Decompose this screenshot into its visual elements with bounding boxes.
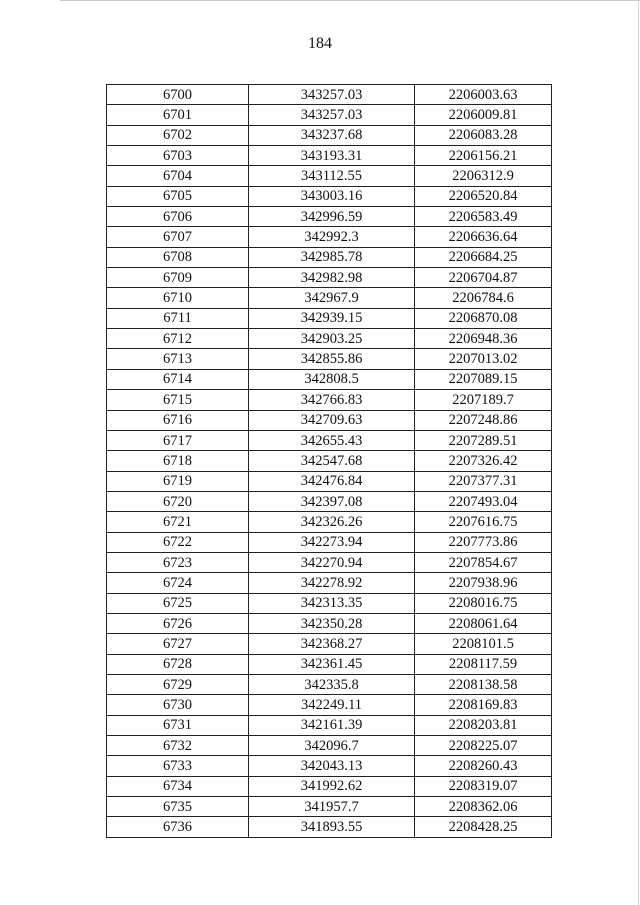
table-row (107, 166, 552, 186)
table-row (107, 207, 552, 227)
table-row (107, 410, 552, 430)
x-coordinate-cell: 342982.98 (249, 268, 415, 288)
x-coordinate-cell: 342939.15 (249, 308, 415, 328)
y-coordinate-cell: 2206948.36 (415, 329, 552, 349)
point-number-cell: 6723 (107, 552, 249, 572)
y-coordinate-cell: 2206156.21 (415, 146, 552, 166)
x-coordinate-cell: 342397.08 (249, 491, 415, 511)
x-coordinate-cell: 343237.68 (249, 125, 415, 145)
page-number: 184 (308, 35, 332, 52)
point-number-cell: 6702 (107, 125, 249, 145)
y-coordinate-cell: 2208138.58 (415, 674, 552, 694)
point-number-cell: 6708 (107, 247, 249, 267)
table-row (107, 85, 552, 105)
y-coordinate-cell: 2206704.87 (415, 268, 552, 288)
table-row (107, 125, 552, 145)
x-coordinate-cell: 342903.25 (249, 329, 415, 349)
point-number-cell: 6710 (107, 288, 249, 308)
point-number-cell: 6706 (107, 207, 249, 227)
table-row (107, 532, 552, 552)
point-number-cell: 6717 (107, 430, 249, 450)
x-coordinate-cell: 342326.26 (249, 512, 415, 532)
table-row (107, 369, 552, 389)
point-number-cell: 6731 (107, 715, 249, 735)
y-coordinate-cell: 2207013.02 (415, 349, 552, 369)
point-number-cell: 6719 (107, 471, 249, 491)
y-coordinate-cell: 2208260.43 (415, 756, 552, 776)
y-coordinate-cell: 2208319.07 (415, 776, 552, 796)
x-coordinate-cell: 343257.03 (249, 105, 415, 125)
x-coordinate-cell: 342855.86 (249, 349, 415, 369)
x-coordinate-cell: 342270.94 (249, 552, 415, 572)
point-number-cell: 6727 (107, 634, 249, 654)
point-number-cell: 6736 (107, 817, 249, 837)
x-coordinate-cell: 342368.27 (249, 634, 415, 654)
table-row (107, 227, 552, 247)
scan-edge-top (60, 0, 640, 1)
y-coordinate-cell: 2206312.9 (415, 166, 552, 186)
y-coordinate-cell: 2208101.5 (415, 634, 552, 654)
x-coordinate-cell: 342655.43 (249, 430, 415, 450)
table-row (107, 329, 552, 349)
x-coordinate-cell: 342766.83 (249, 390, 415, 410)
point-number-cell: 6713 (107, 349, 249, 369)
x-coordinate-cell: 342249.11 (249, 695, 415, 715)
x-coordinate-cell: 342273.94 (249, 532, 415, 552)
x-coordinate-cell: 342996.59 (249, 207, 415, 227)
point-number-cell: 6704 (107, 166, 249, 186)
y-coordinate-cell: 2206684.25 (415, 247, 552, 267)
point-number-cell: 6709 (107, 268, 249, 288)
point-number-cell: 6721 (107, 512, 249, 532)
y-coordinate-cell: 2208169.83 (415, 695, 552, 715)
y-coordinate-cell: 2207493.04 (415, 491, 552, 511)
table-row (107, 451, 552, 471)
point-number-cell: 6714 (107, 369, 249, 389)
x-coordinate-cell: 342335.8 (249, 674, 415, 694)
y-coordinate-cell: 2206520.84 (415, 186, 552, 206)
table-row (107, 491, 552, 511)
table-row (107, 390, 552, 410)
x-coordinate-cell: 342709.63 (249, 410, 415, 430)
y-coordinate-cell: 2207326.42 (415, 451, 552, 471)
point-number-cell: 6716 (107, 410, 249, 430)
point-number-cell: 6711 (107, 308, 249, 328)
table-row (107, 756, 552, 776)
point-number-cell: 6734 (107, 776, 249, 796)
y-coordinate-cell: 2206003.63 (415, 85, 552, 105)
y-coordinate-cell: 2206083.28 (415, 125, 552, 145)
point-number-cell: 6730 (107, 695, 249, 715)
point-number-cell: 6701 (107, 105, 249, 125)
x-coordinate-cell: 342476.84 (249, 471, 415, 491)
table-row (107, 674, 552, 694)
table-row (107, 552, 552, 572)
x-coordinate-cell: 342547.68 (249, 451, 415, 471)
scan-edge-right (638, 0, 639, 905)
x-coordinate-cell: 343193.31 (249, 146, 415, 166)
y-coordinate-cell: 2206870.08 (415, 308, 552, 328)
table-row (107, 105, 552, 125)
table-row (107, 736, 552, 756)
table-row (107, 146, 552, 166)
y-coordinate-cell: 2207189.7 (415, 390, 552, 410)
x-coordinate-cell: 342992.3 (249, 227, 415, 247)
y-coordinate-cell: 2207248.86 (415, 410, 552, 430)
table-row (107, 186, 552, 206)
point-number-cell: 6703 (107, 146, 249, 166)
table-body (107, 85, 552, 838)
x-coordinate-cell: 341957.7 (249, 797, 415, 817)
y-coordinate-cell: 2208061.64 (415, 613, 552, 633)
y-coordinate-cell: 2207377.31 (415, 471, 552, 491)
x-coordinate-cell: 342985.78 (249, 247, 415, 267)
y-coordinate-cell: 2207938.96 (415, 573, 552, 593)
x-coordinate-cell: 343257.03 (249, 85, 415, 105)
y-coordinate-cell: 2208362.06 (415, 797, 552, 817)
x-coordinate-cell: 342043.13 (249, 756, 415, 776)
table-row (107, 268, 552, 288)
coordinates-table (106, 84, 552, 838)
x-coordinate-cell: 341893.55 (249, 817, 415, 837)
x-coordinate-cell: 342967.9 (249, 288, 415, 308)
y-coordinate-cell: 2207773.86 (415, 532, 552, 552)
y-coordinate-cell: 2208203.81 (415, 715, 552, 735)
y-coordinate-cell: 2207089.15 (415, 369, 552, 389)
y-coordinate-cell: 2207289.51 (415, 430, 552, 450)
point-number-cell: 6712 (107, 329, 249, 349)
x-coordinate-cell: 342808.5 (249, 369, 415, 389)
x-coordinate-cell: 342313.35 (249, 593, 415, 613)
y-coordinate-cell: 2206583.49 (415, 207, 552, 227)
table-row (107, 776, 552, 796)
x-coordinate-cell: 342361.45 (249, 654, 415, 674)
point-number-cell: 6722 (107, 532, 249, 552)
table-row (107, 593, 552, 613)
x-coordinate-cell: 342350.28 (249, 613, 415, 633)
y-coordinate-cell: 2206009.81 (415, 105, 552, 125)
y-coordinate-cell: 2208225.07 (415, 736, 552, 756)
x-coordinate-cell: 342161.39 (249, 715, 415, 735)
table-row (107, 512, 552, 532)
table-row (107, 654, 552, 674)
table-row (107, 471, 552, 491)
x-coordinate-cell: 343112.55 (249, 166, 415, 186)
point-number-cell: 6707 (107, 227, 249, 247)
table-row (107, 715, 552, 735)
x-coordinate-cell: 341992.62 (249, 776, 415, 796)
table-row (107, 634, 552, 654)
point-number-cell: 6729 (107, 674, 249, 694)
x-coordinate-cell: 343003.16 (249, 186, 415, 206)
point-number-cell: 6724 (107, 573, 249, 593)
point-number-cell: 6728 (107, 654, 249, 674)
y-coordinate-cell: 2206636.64 (415, 227, 552, 247)
table-row (107, 430, 552, 450)
point-number-cell: 6733 (107, 756, 249, 776)
y-coordinate-cell: 2208117.59 (415, 654, 552, 674)
y-coordinate-cell: 2206784.6 (415, 288, 552, 308)
point-number-cell: 6715 (107, 390, 249, 410)
x-coordinate-cell: 342096.7 (249, 736, 415, 756)
table-row (107, 817, 552, 837)
table-row (107, 247, 552, 267)
point-number-cell: 6705 (107, 186, 249, 206)
point-number-cell: 6700 (107, 85, 249, 105)
y-coordinate-cell: 2208016.75 (415, 593, 552, 613)
y-coordinate-cell: 2207854.67 (415, 552, 552, 572)
y-coordinate-cell: 2208428.25 (415, 817, 552, 837)
x-coordinate-cell: 342278.92 (249, 573, 415, 593)
table-row (107, 695, 552, 715)
point-number-cell: 6720 (107, 491, 249, 511)
point-number-cell: 6732 (107, 736, 249, 756)
table-row (107, 797, 552, 817)
y-coordinate-cell: 2207616.75 (415, 512, 552, 532)
table-row (107, 349, 552, 369)
table-row (107, 573, 552, 593)
point-number-cell: 6725 (107, 593, 249, 613)
point-number-cell: 6718 (107, 451, 249, 471)
table-row (107, 288, 552, 308)
point-number-cell: 6726 (107, 613, 249, 633)
point-number-cell: 6735 (107, 797, 249, 817)
table-row (107, 613, 552, 633)
table-row (107, 308, 552, 328)
